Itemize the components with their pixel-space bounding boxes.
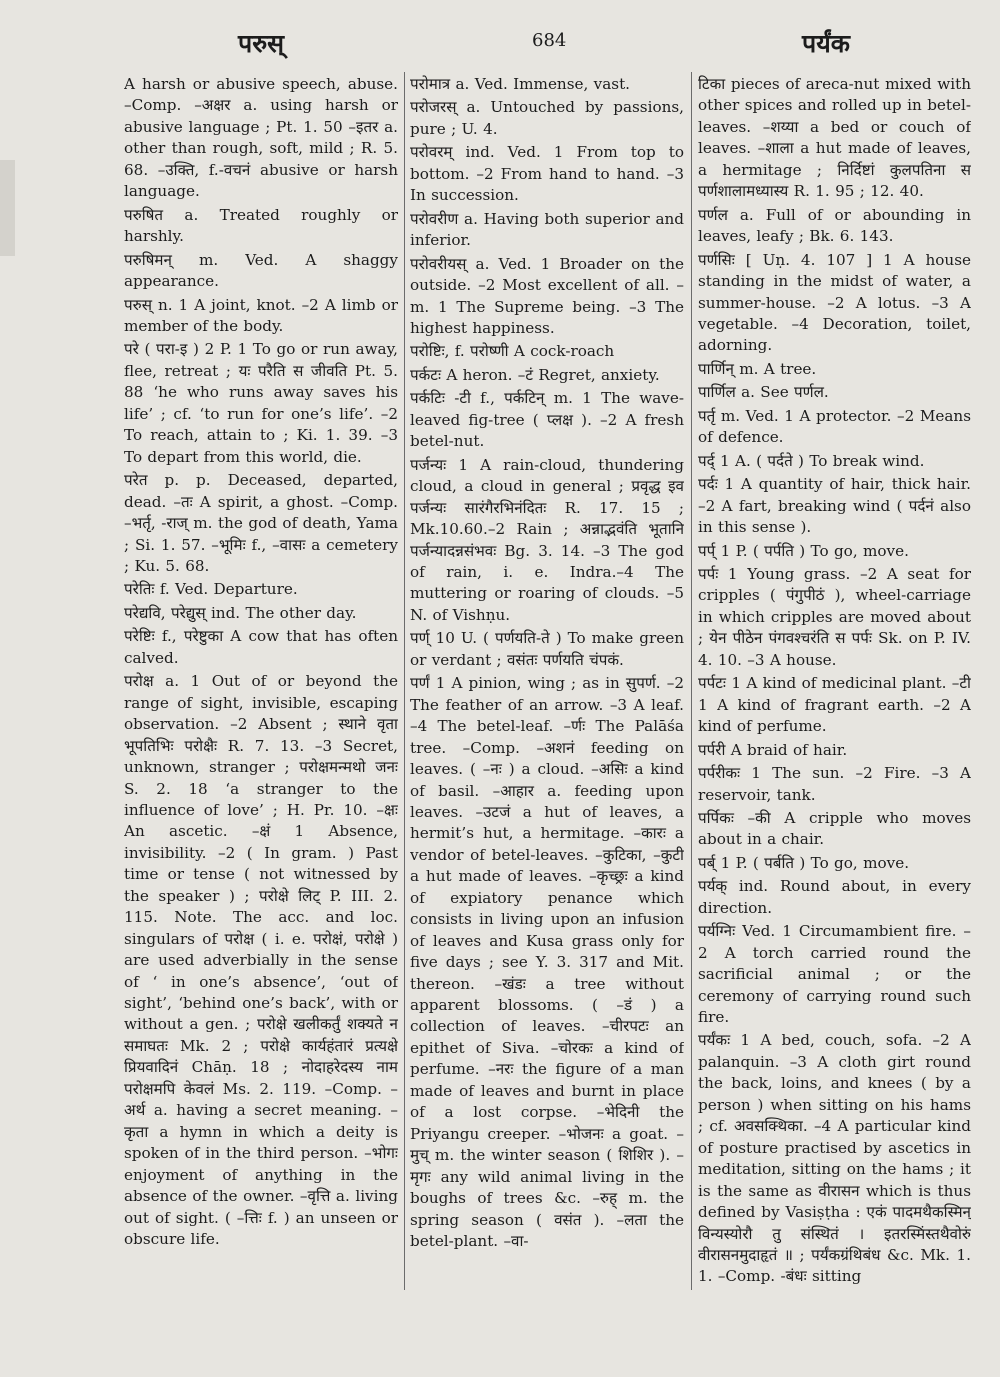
dictionary-entry: परेतिः f. Ved. Departure. bbox=[124, 580, 298, 599]
dictionary-entry: पर्ब् 1 P. ( पर्बति ) To go, move. bbox=[698, 853, 910, 872]
dictionary-entry: पर्कटः A heron. –टं Regret, anxiety. bbox=[410, 365, 660, 384]
dictionary-column-2 bbox=[410, 74, 684, 1289]
dictionary-entry: पर्परी A braid of hair. bbox=[698, 740, 848, 759]
dictionary-entry: परोजरस् a. Untouched by passions, pure ; U. 4. bbox=[410, 98, 684, 138]
dictionary-entry: पर्कटिः -टी f., पर्कटिन् m. 1 The wave-leaved fig-tree ( प्लक्ष ). –2 A fresh betel-nut. bbox=[410, 389, 684, 451]
dictionary-entry: परोवरीण a. Having both superior and inferior. bbox=[410, 209, 684, 250]
dictionary-entry: पर्पटः 1 A kind of medicinal plant. –टी 1 A kind of fragrant earth. –2 A kind of perfume. bbox=[698, 674, 971, 736]
dictionary-entry: परोष्टिः, f. परोष्णी A cock-roach bbox=[410, 342, 615, 361]
dictionary-entry: पर्द् 1 A. ( पर्दते ) To break wind. bbox=[698, 451, 925, 470]
dictionary-entry: पर्णल a. Full of or abounding in leaves, leafy ; Bk. 6. 143. bbox=[698, 205, 971, 246]
page-header bbox=[0, 26, 1000, 66]
header-guide-word-left: परुस् bbox=[238, 29, 285, 58]
dictionary-entry: पर्पः 1 Young grass. –2 A seat for cripples ( पंगुपीठं ), wheel-carriage in which cripples are moved about ; येन पीठेन पंगवश्चरंति स पर्पः Sk. on P. IV. 4. 10. –3 A house. bbox=[698, 564, 971, 669]
dictionary-entry: पर्परीकः 1 The sun. –2 Fire. –3 A reservoir, tank. bbox=[698, 764, 971, 804]
dictionary-entry: परे ( परा-इ ) 2 P. 1 To go or run away, flee, retreat ; यः परैति स जीवति Pt. 5. 88 ‘he who runs away saves his life’ ; cf. ‘to run for one’s life’. –2 To reach, attain to ; Ki. 1. 39. –3 To depart from this world, die. bbox=[124, 340, 398, 466]
column-divider bbox=[404, 72, 405, 1290]
dictionary-entry: परुषिमन् m. Ved. A shaggy appearance. bbox=[124, 250, 398, 291]
dictionary-entry: A harsh or abusive speech, abuse. –Comp. –अक्षर a. using harsh or abusive language ; Pt. 1. 50 –इतर a. other than rough, soft, mild ; R. 5. 68. –उक्ति, f.-वचनं abusive or harsh language. bbox=[124, 75, 398, 201]
dictionary-entry: पर्तृ m. Ved. 1 A protector. –2 Means of defence. bbox=[698, 406, 971, 447]
dictionary-entry: परेष्टिः f., परेष्टुका A cow that has often calved. bbox=[124, 627, 398, 667]
dictionary-entry: परेद्यवि, परेद्युस् ind. The other day. bbox=[124, 603, 357, 622]
dictionary-entry: पर्यंकः 1 A bed, couch, sofa. –2 A palanquin. –3 A cloth girt round the back, loins, and knees ( by a person ) when sitting on his hams ; cf. अवसक्थिका. –4 A particular kind of posture practised by ascetics in meditation, sitting on the hams ; it is the same as वीरासन which is thus defined by Vasiṣṭha : एकं पादमथैकस्मिन् विन्यस्योरौ तु संस्थितं । इतरस्मिंस्तथैवोरुं वीरासनमुदाहृतं ॥ ; पर्यंकग्रंथिबंध &c. Mk. 1. 1. –Comp. -बंधः sitting bbox=[698, 1031, 971, 1286]
dictionary-entry: पर्णसिः [ Uṇ. 4. 107 ] 1 A house standing in the midst of water, a summer-house. –2 A lotus. –3 A vegetable. –4 Decoration, toilet, adorning. bbox=[698, 250, 971, 355]
dictionary-entry: पर्प् 1 P. ( पर्पति ) To go, move. bbox=[698, 541, 909, 560]
dictionary-entry: पर्यक् ind. Round about, in every direction. bbox=[698, 877, 971, 917]
dictionary-entry: पार्णिन् m. A tree. bbox=[698, 359, 817, 378]
dictionary-entry: परेत p. p. Deceased, departed, dead. –तः A spirit, a ghost. –Comp. –भर्तृ, -राज् m. the god of death, Yama ; Si. 1. 57. –भूमिः f., –वासः a cemetery ; Ku. 5. 68. bbox=[124, 471, 398, 575]
dictionary-entry: पर्पिकः –की A cripple who moves about in a chair. bbox=[698, 808, 971, 849]
dictionary-entry: परोमात्र a. Ved. Immense, vast. bbox=[410, 75, 631, 93]
binding-shadow bbox=[0, 160, 15, 256]
dictionary-entry: टिका pieces of areca-nut mixed with other spices and rolled up in betel-leaves. –शय्या a bed or couch of leaves. –शाला a hut made of leaves, a hermitage ; निर्दिष्टां कुलपतिना स पर्णशालामध्यास्य R. 1. 95 ; 12. 40. bbox=[698, 75, 971, 201]
page-number: 684 bbox=[532, 30, 567, 51]
dictionary-column-1 bbox=[124, 74, 398, 1289]
dictionary-column-3 bbox=[698, 74, 971, 1289]
dictionary-entry: पर्ण् 10 U. ( पर्णयति-ते ) To make green or verdant ; वसंतः पर्णयति चंपकं. bbox=[410, 629, 684, 669]
dictionary-entry: पार्णिल a. See पर्णल. bbox=[698, 383, 829, 402]
dictionary-entry: परोवरीयस् a. Ved. 1 Broader on the outside. –2 Most excellent of all. –m. 1 The Supreme being. –3 The highest happiness. bbox=[410, 254, 684, 337]
column-divider bbox=[691, 72, 692, 1290]
dictionary-entry: परोक्ष a. 1 Out of or beyond the range of sight, invisible, escaping observation. –2 Absent ; स्थाने वृता भूपतिभिः परोक्षैः R. 7. 13. –3 Secret, unknown, stranger ; परोक्षमन्मथो जनः S. 2. 18 ‘a stranger to the influence of love’ ; H. Pr. 10. –क्षः An ascetic. –क्षं 1 Absence, invisibility. –2 ( In gram. ) Past time or tense ( not witnessed by the speaker ) ; परोक्षे लिट् P. III. 2. 115. Note. The acc. and loc. singulars of परोक्ष ( i. e. परोक्षं, परोक्षे ) are used adverbially in the sense of ‘ in one’s absence’, ‘out of sight’, ‘behind one’s back’, with or without a gen. ; परोक्षे खलीकर्तुं शक्यते न समाघतः Mk. 2 ; परोक्षे कार्यहंतारं प्रत्यक्षे प्रियवादिनं Chāṇ. 18 ; नोदाहरेदस्य नाम परोक्षमपि केवलं Ms. 2. 119. –Comp. –अर्थ a. having a secret meaning. –कृता a hymn in which a deity is spoken of in the third person. –भोगः enjoyment of anything in the absence of the owner. –वृत्ति a. living out of sight. ( –त्तिः f. ) an unseen or obscure life. bbox=[124, 672, 398, 1249]
dictionary-entry: परोवरम् ind. Ved. 1 From top to bottom. –2 From hand to hand. –3 In succession. bbox=[410, 143, 684, 205]
dictionary-entry: परुस् n. 1 A joint, knot. –2 A limb or member of the body. bbox=[124, 295, 398, 335]
dictionary-entry: पर्यग्निः Ved. 1 Circumambient fire. –2 A torch carried round the sacrificial animal ; or the ceremony of carrying round such fire. bbox=[698, 922, 971, 1027]
header-guide-word-right: पर्यंक bbox=[802, 29, 850, 58]
dictionary-entry: पर्णं 1 A pinion, wing ; as in सुपर्ण. –2 The feather of an arrow. –3 A leaf. –4 The betel-leaf. –र्णः The Palāśa tree. –Comp. –अशनं feeding on leaves. ( –नः ) a cloud. –असिः a kind of basil. –आहार a. feeding upon leaves. –उटजं a hut of leaves, a hermit’s hut, a hermitage. –कारः a vendor of betel-leaves. –कुटिका, –कुटी a hut made of leaves. –कृच्छ्रः a kind of expiatory penance which consists in living upon an infusion of leaves and Kusa grass only for five days ; see Y. 3. 317 and Mit. thereon. –खंडः a tree without apparent blossoms. ( –डं ) a collection of leaves. –चीरपटः an epithet of Siva. –चोरकः a kind of perfume. –नरः the figure of a man made of leaves and burnt in place of a lost corpse. –भेदिनी the Priyangu creeper. –भोजनः a goat. –मुच् m. the winter season ( शिशिर ). –मृगः any wild animal living in the boughs of trees &c. –रुह् m. the spring season ( वसंत ). –लता the betel-plant. –वा- bbox=[410, 674, 684, 1251]
dictionary-entry: परुषित a. Treated roughly or harshly. bbox=[124, 205, 398, 246]
dictionary-entry: पर्दः 1 A quantity of hair, thick hair. –2 A fart, breaking wind ( पर्दनं also in this sense ). bbox=[698, 475, 971, 537]
dictionary-entry: पर्जन्यः 1 A rain-cloud, thundering cloud, a cloud in general ; प्रवृद्ध इव पर्जन्यः सारंगैरभिनंदितः R. 17. 15 ; Mk.10.60.–2 Rain ; अन्नाद्भवंति भूतानि पर्जन्यादन्नसंभवः Bg. 3. 14. –3 The god of rain, i. e. Indra.–4 The muttering or roaring of clouds. –5 N. of Vishṇu. bbox=[410, 455, 684, 624]
